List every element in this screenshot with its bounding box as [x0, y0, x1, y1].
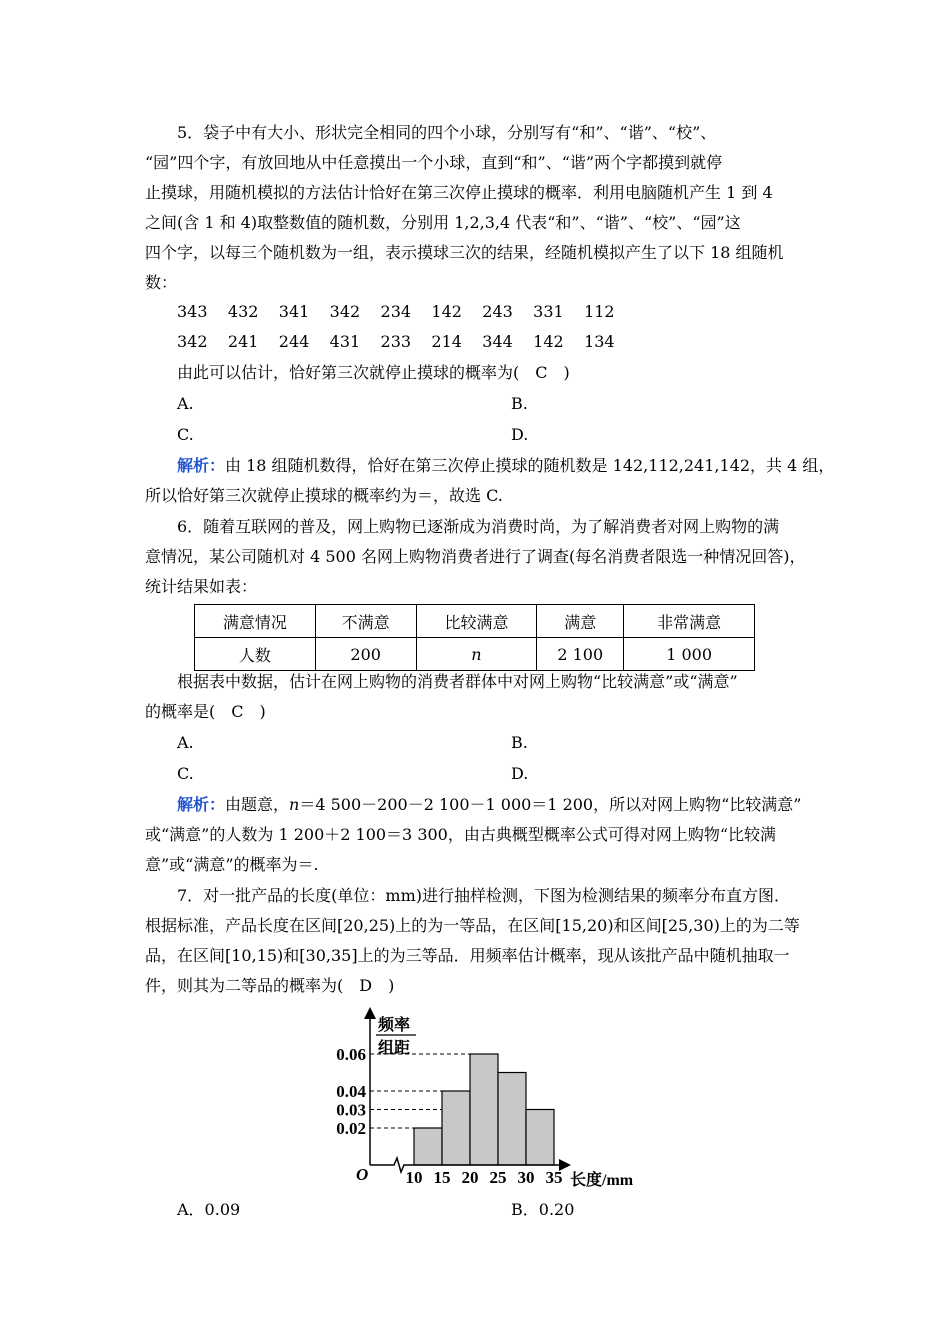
origin-label: O [356, 1165, 369, 1184]
q5-line-1: 5．袋子中有大小、形状完全相同的四个小球，分别写有“和”、“谐”、“校”、 [177, 123, 717, 142]
table-header-cell: 非常满意 [624, 605, 755, 638]
x-tick-label: 15 [433, 1168, 451, 1187]
q5-option-d: D. [511, 425, 529, 444]
table-header-cell: 不满意 [315, 605, 416, 638]
histogram-bar [526, 1110, 554, 1166]
y-tick-label: 0.06 [336, 1045, 366, 1064]
q5-line-3: 止摸球，用随机模拟的方法估计恰好在第三次停止摸球的概率．利用电脑随机产生 1 到 4 [145, 183, 773, 202]
q6-solution-text-pre: 由题意， [225, 795, 290, 814]
q5-random-numbers-row-2: 342 241 244 431 233 214 344 142 134 [177, 332, 615, 351]
y-tick-label: 0.04 [336, 1082, 366, 1101]
table-header-cell: 满意情况 [195, 605, 316, 638]
q5-question: 由此可以估计，恰好第三次就停止摸球的概率为( C ) [177, 363, 570, 382]
q5-solution-line-2: 所以恰好第三次就停止摸球的概率约为＝，故选 C. [145, 486, 503, 505]
q7-option-b: B．0.20 [511, 1200, 575, 1219]
histogram-bar [498, 1073, 526, 1166]
x-tick-label: 25 [489, 1168, 507, 1187]
table-cell: 200 [315, 638, 416, 671]
histogram-bar [470, 1054, 498, 1165]
q7-option-a: A．0.09 [177, 1200, 241, 1219]
y-label-top: 频率 [378, 1017, 411, 1034]
table-cell: 1 000 [624, 638, 755, 671]
q7-line-4: 件，则其为二等品的概率为( D ) [145, 976, 395, 995]
q6-line-1: 6．随着互联网的普及，网上购物已逐渐成为消费时尚，为了解消费者对网上购物的满 [177, 517, 780, 536]
histogram-bar [442, 1091, 470, 1165]
q6-solution-text-post: ＝4 500－200－2 100－1 000＝1 200，所以对网上购物“比较满意” [299, 795, 802, 814]
table-cell: 2 100 [537, 638, 624, 671]
table-header-row [195, 605, 755, 638]
y-label-bottom: 组距 [378, 1040, 411, 1057]
q7-line-1: 7．对一批产品的长度(单位：mm)进行抽样检测，下图为检测结果的频率分布直方图． [177, 886, 791, 905]
q6-option-b: B. [511, 733, 528, 752]
q5-option-b: B. [511, 394, 528, 413]
q6-option-d: D. [511, 764, 529, 783]
x-axis-label: 长度/mm [570, 1172, 634, 1189]
x-tick-label: 10 [405, 1168, 423, 1187]
table-header-cell: 满意 [537, 605, 624, 638]
q5-option-a: A. [177, 394, 194, 413]
frequency-histogram [320, 1005, 660, 1195]
q6-solution-label: 解析： [177, 795, 226, 814]
table-header-cell: 比较满意 [416, 605, 537, 638]
q6-option-c: C. [177, 764, 194, 783]
q5-line-2: “园”四个字，有放回地从中任意摸出一个小球，直到“和”、“谐”两个字都摸到就停 [145, 153, 723, 172]
q7-line-2: 根据标准，产品长度在区间[20,25)上的为一等品，在区间[15,20)和区间[25,30)上的为二等 [145, 916, 800, 935]
q5-line-4: 之间(含 1 和 4)取整数值的随机数，分别用 1,2,3,4 代表“和”、“谐”、“校”、“园”这 [145, 213, 741, 232]
x-tick-label: 20 [461, 1168, 479, 1187]
q5-line-6: 数： [145, 273, 178, 292]
table-cell: 人数 [195, 638, 316, 671]
q6-option-a: A. [177, 733, 194, 752]
q6-line-2: 意情况，某公司随机对 4 500 名网上购物消费者进行了调查(每名消费者限选一种情况回答)， [145, 547, 806, 566]
satisfaction-table [194, 604, 755, 671]
y-tick-label: 0.02 [336, 1119, 366, 1138]
q6-solution-line-1 [177, 794, 801, 816]
q6-solution-line-3: 意”或“满意”的概率为＝. [145, 855, 319, 874]
q5-solution-text-1: 由 18 组随机数得，恰好在第三次停止摸球的随机数是 142,112,241,142，共 4 组， [225, 456, 835, 475]
q6-question-line-2: 的概率是( C ) [145, 702, 266, 721]
q5-solution-line-1 [177, 455, 834, 477]
histogram-bar [414, 1128, 442, 1165]
q6-question-line-1: 根据表中数据，估计在网上购物的消费者群体中对网上购物“比较满意”或“满意” [177, 672, 738, 691]
table-row [195, 638, 755, 671]
q5-option-c: C. [177, 425, 194, 444]
table-cell: n [416, 638, 537, 671]
y-tick-label: 0.03 [336, 1100, 366, 1120]
q7-line-3: 品，在区间[10,15)和[30,35]上的为三等品．用频率估计概率，现从该批产品中随机抽取一 [145, 946, 790, 965]
q6-solution-line-2: 或“满意”的人数为 1 200＋2 100＝3 300，由古典概型概率公式可得对网上购物“比较满 [145, 825, 777, 844]
q5-line-5: 四个字，以每三个随机数为一组，表示摸球三次的结果，经随机模拟产生了以下 18 组随机 [145, 243, 784, 262]
q6-solution-var-n: n [289, 795, 300, 814]
q6-line-3: 统计结果如表： [145, 577, 258, 596]
q5-random-numbers-row-1: 343 432 341 342 234 142 243 331 112 [177, 302, 615, 321]
q5-solution-label: 解析： [177, 456, 226, 475]
x-tick-label: 30 [517, 1168, 535, 1187]
x-tick-label: 35 [545, 1168, 563, 1187]
